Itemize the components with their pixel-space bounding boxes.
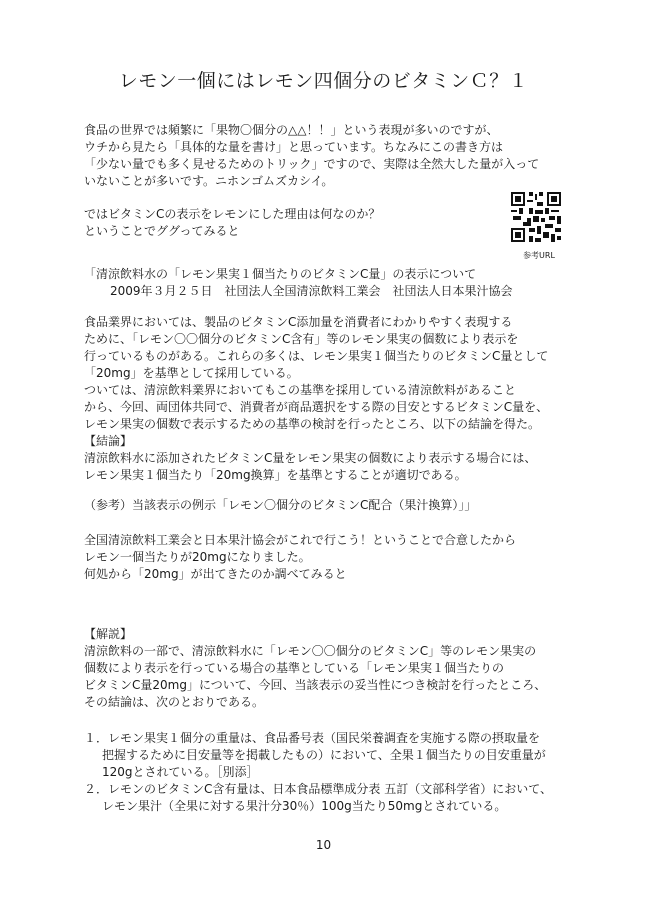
reference-line: （参考）当該表示の例示「レモン〇個分のビタミンC配合（果汁換算）」」 [84,498,477,512]
body-line: ために、「レモン〇〇個分のビタミンC含有」等のレモン果実の個数により表示を [84,332,519,346]
agreement-line: レモン一個当たりが20mgになりました。 [84,550,311,564]
body-line: から、今回、両団体共同で、消費者が商品選択をする際の目安とするビタミンC量を、 [84,400,549,414]
question-line: ということでググってみると [84,224,240,238]
commentary-line: ビタミンC量20mg」について、今回、当該表示の妥当性につき検討を行ったところ、 [84,678,547,692]
intro-paragraph [84,122,539,190]
intro-line: 食品の世界では頻繁に「果物〇個分の△△！！」という表現が多いのですが、 [84,123,499,137]
agreement-paragraph [84,532,516,583]
commentary-line: その結論は、次のとおりである。 [84,695,265,709]
notice-heading [84,266,513,300]
numbered-list [84,730,552,815]
agreement-line: 全国清涼飲料工業会と日本果汁協会がこれで行こう！ということで合意したから [84,533,517,547]
list-item-continuation: 120gとされている。［別添］ [102,765,259,779]
qr-label: 参考URL [523,251,555,260]
notice-date-org: 2009年３月２５日 社団法人全国清涼飲料工業会 社団法人日本果汁協会 [110,284,513,298]
page-number: 10 [315,838,332,852]
list-item: １．レモン果実１個分の重量は、食品番号表（国民栄養調査を実施する際の摂取量を [84,731,541,745]
body-line: 「20mg」を基準として採用している。 [84,366,299,380]
notice-body [84,314,548,484]
intro-line: 「少ない量でも多く見せるためのトリック」ですので、実際は全然大した量が入って [84,157,540,171]
intro-line: いないことが多いです。ニホンゴムズカシイ。 [84,174,334,188]
notice-title: 「清涼飲料水の「レモン果実１個当たりのビタミンC量」の表示について [84,267,477,281]
list-item-continuation: 把握するために目安量等を掲載したもの）において、全果１個当たりの目安重量が [102,748,546,762]
conclusion-heading: 【結論】 [84,434,133,448]
question-line: ではビタミンCの表示をレモンにした理由は何なのか？ [84,207,381,221]
intro-line: ウチから見たら「具体的な量を書け」と思っています。ちなみにこの書き方は [84,140,504,154]
commentary-line: 清涼飲料の一部で、清涼飲料水に「レモン〇〇個分のビタミンC」等のレモン果実の [84,644,537,658]
list-item-continuation: レモン果汁（全果に対する果汁分30％）100g当たり50mgとされている。 [102,799,507,813]
body-line: ついては、清涼飲料業界においてもこの基準を採用している清涼飲料があること [84,383,517,397]
question-paragraph [84,206,380,240]
commentary-paragraph [84,626,546,711]
body-line: 食品業界においては、製品のビタミンC添加量を消費者にわかりやすく表現する [84,315,513,329]
commentary-line: 個数により表示を行っている場合の基準としている「レモン果実１個当たりの [84,661,505,675]
body-line: 行っているものがある。これらの多くは、レモン果実１個当たりのビタミンC量として [84,349,549,363]
qr-code-icon[interactable] [511,192,561,242]
commentary-heading: 【解説】 [84,627,133,641]
agreement-line: 何処から「20mg」が出てきたのか調べてみると [84,567,347,581]
list-item: ２．レモンのビタミンC含有量は、日本食品標準成分表 五訂（文部科学省）において、 [84,782,552,796]
body-line: 清涼飲料水に添加されたビタミンC量をレモン果実の個数により表示する場合には、 [84,451,537,465]
body-line: レモン果実の個数で表示するための基準の検討を行ったところ、以下の結論を得た。 [84,417,541,431]
page-title: レモン一個にはレモン四個分のビタミンＣ？１ [118,70,529,92]
body-line: レモン果実１個当たり「20mg換算」を基準とすることが適切である。 [84,468,467,482]
